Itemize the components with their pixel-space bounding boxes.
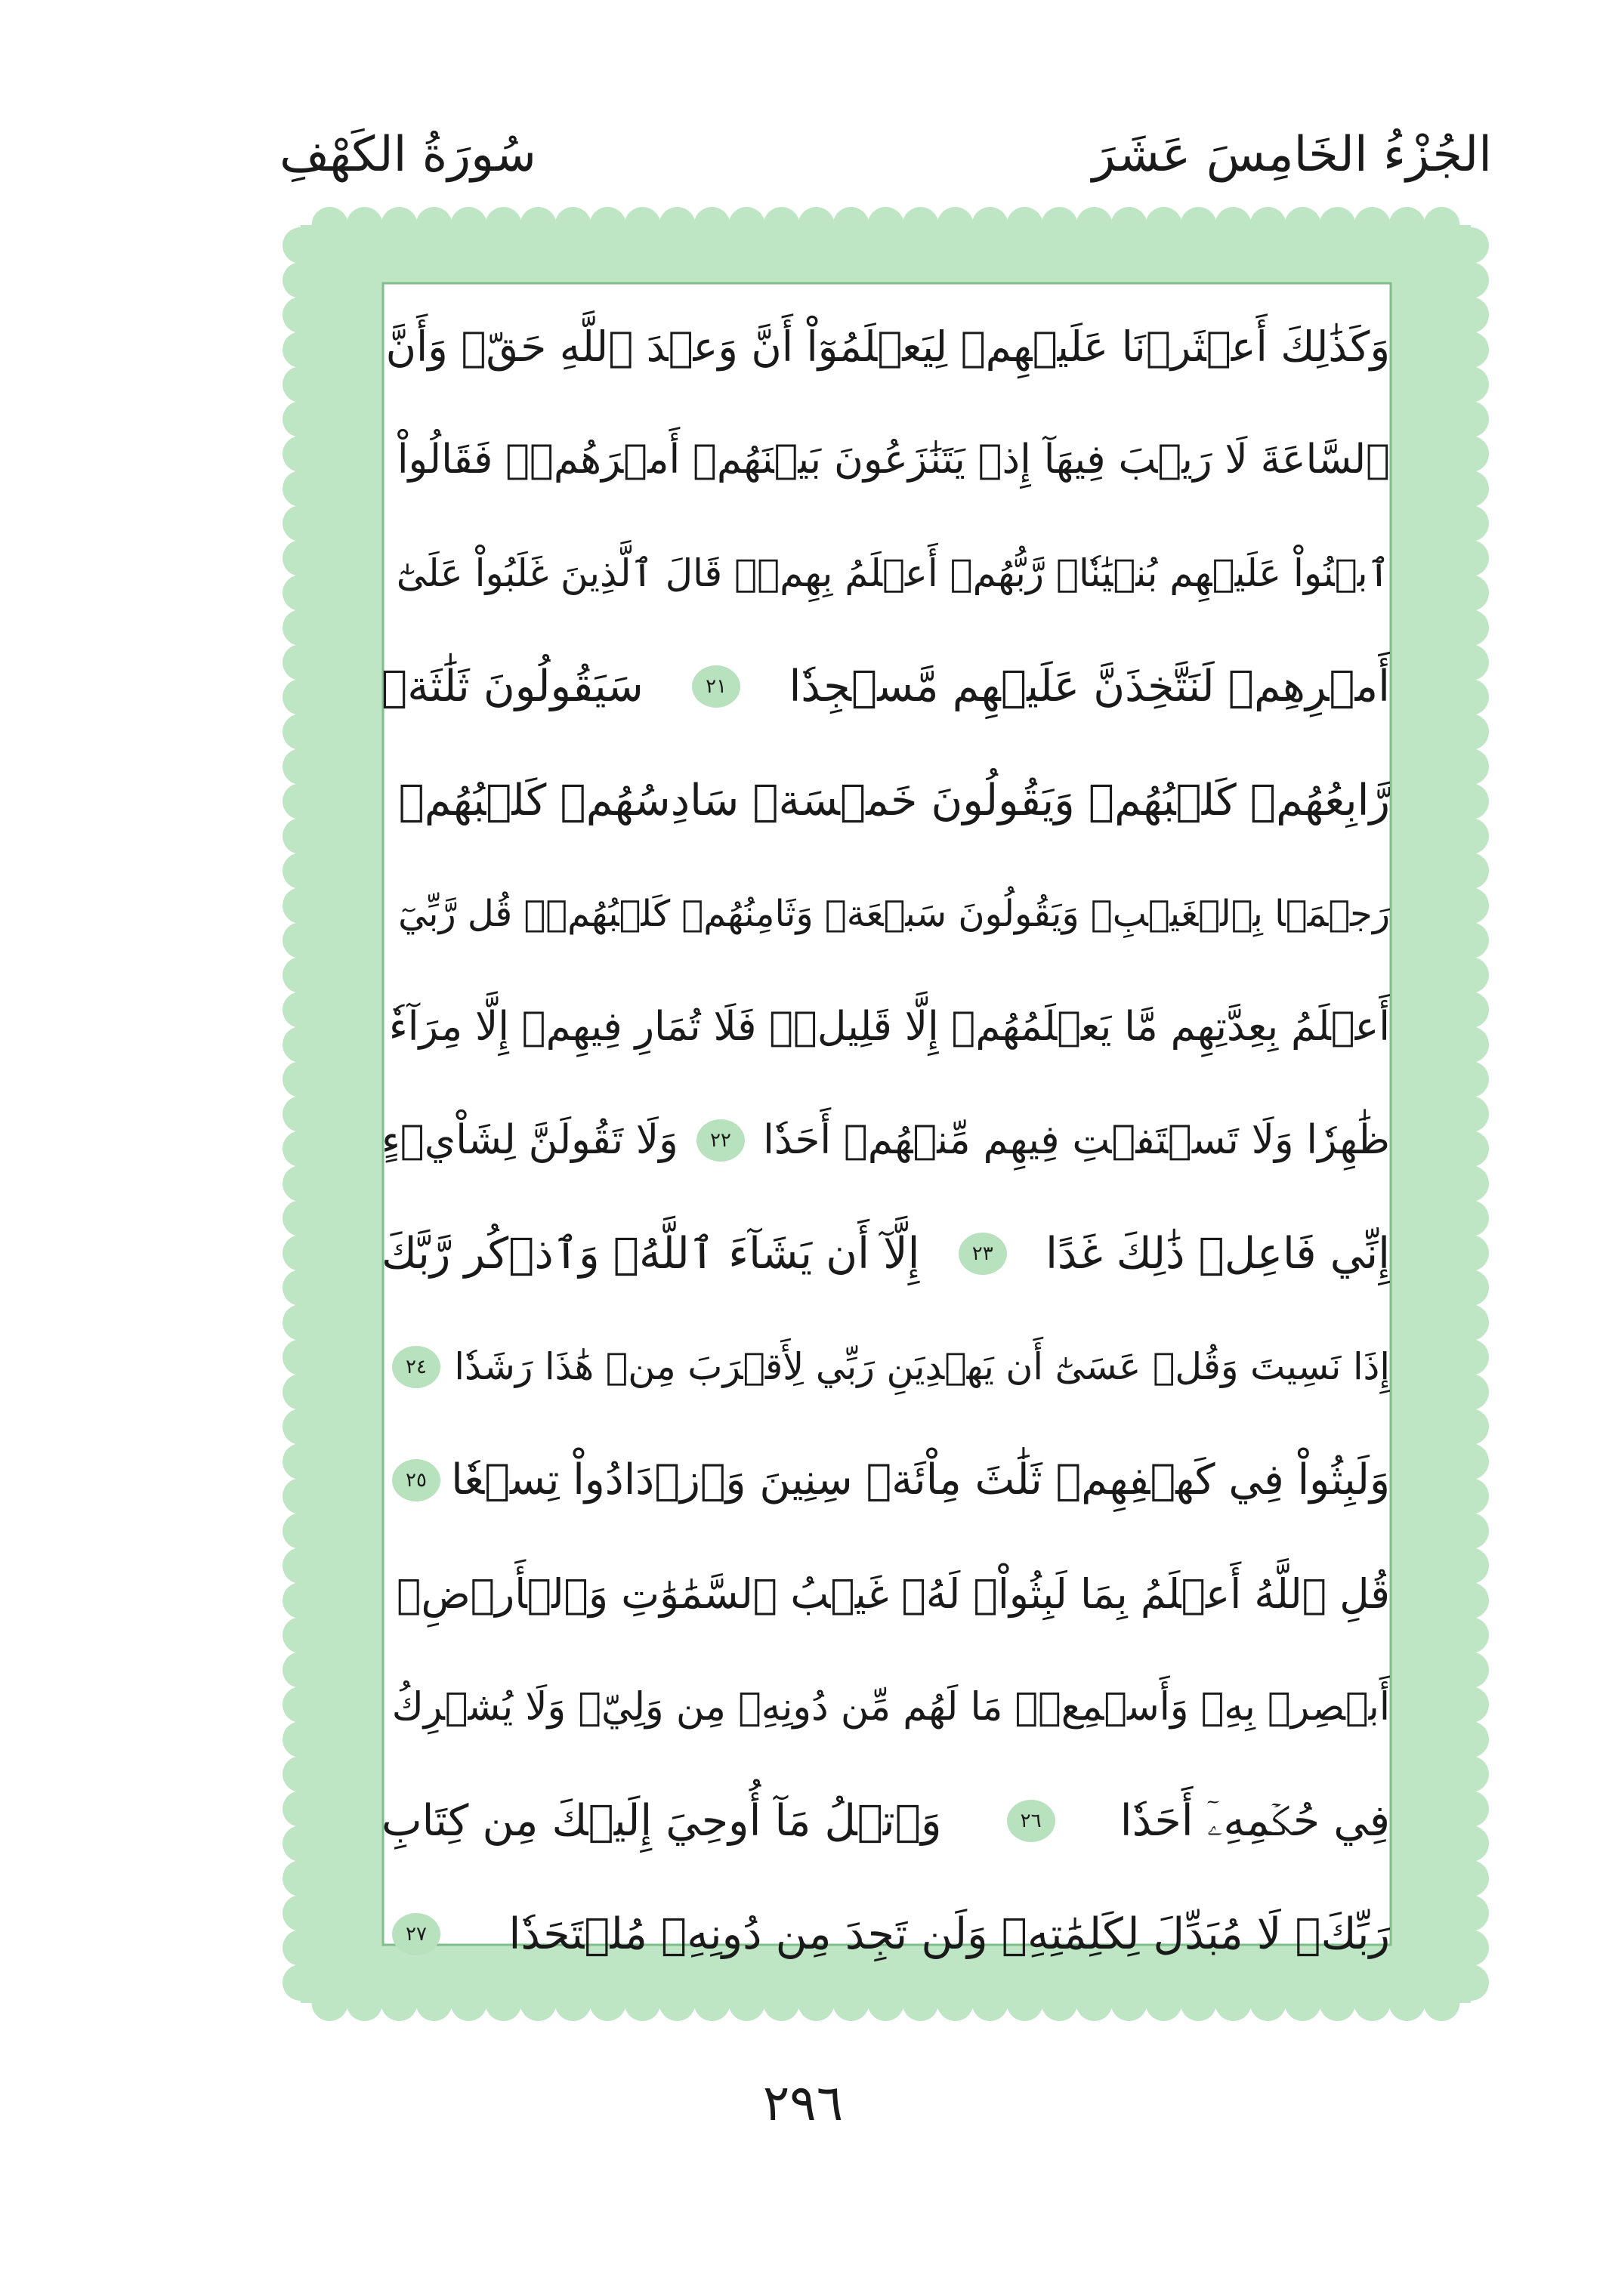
frame-scallop bbox=[1146, 207, 1182, 243]
verse-text: رَبِّكَۖ لَا مُبَدِّلَ لِكَلِمَٰتِهِۦ وَلَن تَجِدَ مِن دُونِهِۦ مُلۡتَحَدٗا bbox=[508, 1909, 1390, 1959]
frame-scallop bbox=[1453, 1652, 1489, 1688]
quran-text-block bbox=[381, 295, 1390, 1986]
verse-text: أَعۡلَمُ بِعِدَّتِهِم مَّا يَعۡلَمُهُمۡ إِلَّا قَلِيلٞۗ فَلَا تُمَارِ فِيهِمۡ إِلَّا مِرَآءٗ bbox=[388, 1003, 1390, 1050]
frame-scallop bbox=[590, 1985, 626, 2021]
frame-scallop bbox=[283, 922, 319, 958]
text-line bbox=[381, 1656, 1390, 1760]
ayah-number-marker: ٢٧ bbox=[392, 1913, 440, 1955]
text-line bbox=[381, 1315, 1390, 1419]
frame-scallop bbox=[1453, 1339, 1489, 1375]
frame-scallop bbox=[1453, 262, 1489, 298]
frame-scallop bbox=[1320, 207, 1356, 243]
frame-scallop bbox=[283, 748, 319, 785]
frame-scallop bbox=[555, 207, 591, 243]
frame-scallop bbox=[283, 1235, 319, 1271]
frame-scallop bbox=[1250, 1985, 1286, 2021]
frame-scallop bbox=[1453, 1409, 1489, 1445]
frame-scallop bbox=[1453, 957, 1489, 993]
frame-scallop bbox=[283, 332, 319, 368]
frame-scallop bbox=[1111, 207, 1147, 243]
frame-scallop bbox=[1453, 1825, 1489, 1862]
frame-scallop bbox=[1453, 1443, 1489, 1480]
frame-scallop bbox=[659, 1985, 696, 2021]
frame-scallop bbox=[1453, 1687, 1489, 1723]
frame-scallop bbox=[283, 1582, 319, 1619]
frame-scallop bbox=[937, 207, 974, 243]
frame-scallop bbox=[283, 1895, 319, 1931]
frame-scallop bbox=[283, 1374, 319, 1410]
frame-scallop bbox=[1453, 679, 1489, 715]
frame-scallop bbox=[1111, 1985, 1147, 2021]
frame-scallop bbox=[694, 207, 730, 243]
frame-scallop bbox=[1354, 1985, 1391, 2021]
frame-scallop bbox=[283, 297, 319, 333]
frame-scallop bbox=[451, 207, 487, 243]
frame-scallop bbox=[764, 207, 800, 243]
frame-scallop bbox=[283, 1026, 319, 1063]
frame-scallop bbox=[1453, 818, 1489, 854]
verse-text: إِذَا نَسِيتَ وَقُلۡ عَسَىٰٓ أَن يَهۡدِيَنِ رَبِّي لِأَقۡرَبَ مِنۡ هَٰذَا رَشَدٗا bbox=[454, 1345, 1390, 1389]
frame-scallop bbox=[868, 1985, 904, 2021]
ayah-number-marker: ٢٤ bbox=[392, 1346, 440, 1388]
frame-scallop bbox=[1453, 575, 1489, 611]
frame-scallop bbox=[520, 207, 557, 243]
frame-scallop bbox=[1453, 922, 1489, 958]
frame-scallop bbox=[283, 575, 319, 611]
frame-scallop bbox=[1453, 1582, 1489, 1619]
frame-scallop bbox=[283, 714, 319, 750]
frame-scallop bbox=[283, 505, 319, 542]
text-line bbox=[381, 1202, 1390, 1306]
frame-scallop bbox=[1453, 783, 1489, 819]
frame-scallop bbox=[283, 609, 319, 646]
frame-scallop bbox=[416, 1985, 452, 2021]
verse-text: وَٱتۡلُ مَآ أُوحِيَ إِلَيۡكَ مِن كِتَابِ bbox=[381, 1795, 942, 1846]
frame-scallop bbox=[1389, 207, 1425, 243]
frame-scallop bbox=[1453, 1930, 1489, 1966]
verse-text: وَلَبِثُواْ فِي كَهۡفِهِمۡ ثَلَٰثَ مِاْئَةٖ سِنِينَ وَٱزۡدَادُواْ تِسۡعٗا bbox=[451, 1455, 1390, 1505]
frame-scallop bbox=[1453, 297, 1489, 333]
frame-scallop bbox=[1453, 1061, 1489, 1097]
verse-text: فِي حُكۡمِهِۦٓ أَحَدٗا bbox=[1120, 1795, 1390, 1846]
ayah-number-marker: ٢٣ bbox=[959, 1233, 1007, 1275]
frame-scallop bbox=[283, 1270, 319, 1306]
frame-scallop bbox=[1453, 1721, 1489, 1757]
text-line bbox=[381, 975, 1390, 1079]
frame-scallop bbox=[1453, 1200, 1489, 1236]
frame-scallop bbox=[1215, 207, 1252, 243]
verse-text: وَكَذَٰلِكَ أَعۡثَرۡنَا عَلَيۡهِمۡ لِيَعۡلَمُوٓاْ أَنَّ وَعۡدَ ٱللَّهِ حَقّٞ وَأَنَّ bbox=[385, 322, 1390, 371]
verse-text: سَيَقُولُونَ ثَلَٰثَةٞ bbox=[381, 662, 644, 712]
frame-scallop bbox=[625, 1985, 661, 2021]
frame-scallop bbox=[283, 1339, 319, 1375]
frame-scallop bbox=[1389, 1985, 1425, 2021]
frame-scallop bbox=[903, 1985, 939, 2021]
frame-scallop bbox=[283, 1478, 319, 1514]
frame-scallop bbox=[347, 1985, 383, 2021]
frame-scallop bbox=[283, 1409, 319, 1445]
frame-scallop bbox=[1181, 1985, 1217, 2021]
frame-scallop bbox=[1453, 1026, 1489, 1063]
frame-scallop bbox=[1042, 207, 1078, 243]
verse-text: وَلَا تَقُولَنَّ لِشَاْيۡءٍ bbox=[381, 1116, 678, 1163]
frame-scallop bbox=[1042, 1985, 1078, 2021]
frame-scallop bbox=[283, 540, 319, 576]
ayah-number-marker: ٢٦ bbox=[1007, 1800, 1055, 1842]
frame-scallop bbox=[283, 1443, 319, 1480]
frame-scallop bbox=[1453, 1617, 1489, 1653]
frame-scallop bbox=[283, 1721, 319, 1757]
frame-scallop bbox=[1453, 644, 1489, 680]
frame-scallop bbox=[283, 1860, 319, 1896]
text-line bbox=[381, 748, 1390, 853]
frame-scallop bbox=[416, 207, 452, 243]
frame-scallop bbox=[283, 887, 319, 924]
verse-text: قُلِ ٱللَّهُ أَعۡلَمُ بِمَا لَبِثُواْۖ لَهُۥ غَيۡبُ ٱلسَّمَٰوَٰتِ وَٱلۡأَرۡضِۖ bbox=[397, 1569, 1390, 1618]
verse-text: إِلَّآ أَن يَشَآءَ ٱللَّهُۚ وَٱذۡكُر رَّبَّكَ bbox=[381, 1229, 920, 1279]
verse-text: أَمۡرِهِمۡ لَنَتَّخِذَنَّ عَلَيۡهِم مَّسۡجِدٗا bbox=[789, 662, 1390, 712]
frame-scallop bbox=[283, 1791, 319, 1827]
frame-scallop bbox=[283, 783, 319, 819]
verse-text: إِنِّي فَاعِلٞ ذَٰلِكَ غَدًا bbox=[1045, 1229, 1390, 1279]
frame-scallop bbox=[1453, 1235, 1489, 1271]
frame-scallop bbox=[283, 401, 319, 437]
frame-scallop bbox=[1453, 853, 1489, 889]
verse-text: رَّابِعُهُمۡ كَلۡبُهُمۡ وَيَقُولُونَ خَمۡسَةٞ سَادِسُهُمۡ كَلۡبُهُمۡ bbox=[398, 775, 1390, 826]
frame-scallop bbox=[833, 1985, 869, 2021]
frame-scallop bbox=[1453, 1895, 1489, 1931]
verse-text: ٱبۡنُواْ عَلَيۡهِم بُنۡيَٰنٗاۖ رَّبُّهُمۡ أَعۡلَمُ بِهِمۡۚ قَالَ ٱلَّذِينَ غَلَبُواْ عَلَىٰٓ bbox=[396, 551, 1390, 596]
frame-scallop bbox=[659, 207, 696, 243]
text-line bbox=[381, 1428, 1390, 1532]
frame-scallop bbox=[1285, 1985, 1321, 2021]
verse-text: أَبۡصِرۡ بِهِۦ وَأَسۡمِعۡۚ مَا لَهُم مِّن دُونِهِۦ مِن وَلِيّٖ وَلَا يُشۡرِكُ bbox=[391, 1684, 1390, 1730]
frame-scallop bbox=[283, 818, 319, 854]
frame-scallop bbox=[283, 644, 319, 680]
frame-scallop bbox=[1453, 436, 1489, 472]
frame-scallop bbox=[798, 1985, 835, 2021]
frame-scallop bbox=[1146, 1985, 1182, 2021]
frame-scallop bbox=[1250, 207, 1286, 243]
frame-scallop bbox=[1453, 1096, 1489, 1132]
frame-scallop bbox=[868, 207, 904, 243]
frame-scallop bbox=[283, 1131, 319, 1167]
frame-scallop bbox=[1453, 1478, 1489, 1514]
frame-scallop bbox=[283, 1061, 319, 1097]
frame-scallop bbox=[694, 1985, 730, 2021]
juz-title: الجُزْءُ الخَامِسَ عَشَرَ bbox=[1092, 127, 1492, 183]
ayah-number-marker: ٢٥ bbox=[392, 1459, 440, 1501]
frame-scallop bbox=[283, 471, 319, 507]
frame-scallop bbox=[1453, 1513, 1489, 1549]
frame-scallop bbox=[590, 207, 626, 243]
frame-scallop bbox=[1453, 227, 1489, 264]
verse-text: ٱلسَّاعَةَ لَا رَيۡبَ فِيهَآ إِذۡ يَتَنَٰزَعُونَ بَيۡنَهُمۡ أَمۡرَهُمۡۖ فَقَالُواْ bbox=[397, 437, 1390, 483]
frame-scallop bbox=[1354, 207, 1391, 243]
text-line bbox=[381, 295, 1390, 399]
frame-scallop bbox=[1453, 609, 1489, 646]
frame-scallop bbox=[347, 207, 383, 243]
frame-scallop bbox=[283, 262, 319, 298]
frame-scallop bbox=[1007, 1985, 1043, 2021]
frame-scallop bbox=[1453, 887, 1489, 924]
frame-scallop bbox=[1285, 207, 1321, 243]
text-line bbox=[381, 1542, 1390, 1646]
text-line bbox=[381, 408, 1390, 512]
frame-scallop bbox=[451, 1985, 487, 2021]
frame-scallop bbox=[283, 1548, 319, 1584]
frame-scallop bbox=[1076, 1985, 1113, 2021]
frame-scallop bbox=[283, 1513, 319, 1549]
text-line bbox=[381, 1882, 1390, 1986]
frame-scallop bbox=[729, 1985, 765, 2021]
frame-scallop bbox=[283, 1096, 319, 1132]
frame-scallop bbox=[283, 1687, 319, 1723]
frame-scallop bbox=[283, 1304, 319, 1341]
frame-scallop bbox=[1453, 366, 1489, 403]
text-line bbox=[381, 1769, 1390, 1873]
frame-scallop bbox=[1215, 1985, 1252, 2021]
text-line bbox=[381, 634, 1390, 739]
frame-scallop bbox=[1181, 207, 1217, 243]
frame-scallop bbox=[283, 1756, 319, 1792]
frame-scallop bbox=[1453, 401, 1489, 437]
frame-scallop bbox=[486, 207, 522, 243]
frame-scallop bbox=[833, 207, 869, 243]
frame-scallop bbox=[937, 1985, 974, 2021]
frame-scallop bbox=[1453, 471, 1489, 507]
frame-scallop bbox=[283, 1200, 319, 1236]
frame-scallop bbox=[283, 679, 319, 715]
frame-scallop bbox=[381, 207, 418, 243]
surah-title: سُورَةُ الكَهْفِ bbox=[280, 127, 536, 183]
frame-scallop bbox=[1453, 748, 1489, 785]
frame-scallop bbox=[1453, 1165, 1489, 1202]
page-number: ٢٩٦ bbox=[762, 2074, 844, 2132]
frame-scallop bbox=[729, 207, 765, 243]
frame-scallop bbox=[520, 1985, 557, 2021]
text-line bbox=[381, 862, 1390, 966]
frame-scallop bbox=[1453, 540, 1489, 576]
frame-scallop bbox=[283, 853, 319, 889]
frame-scallop bbox=[1453, 1374, 1489, 1410]
frame-scallop bbox=[1453, 505, 1489, 542]
frame-scallop bbox=[1007, 207, 1043, 243]
frame-scallop bbox=[283, 227, 319, 264]
frame-scallop bbox=[283, 1165, 319, 1202]
frame-scallop bbox=[972, 1985, 1008, 2021]
frame-scallop bbox=[283, 436, 319, 472]
frame-scallop bbox=[1076, 207, 1113, 243]
frame-scallop bbox=[903, 207, 939, 243]
frame-scallop bbox=[764, 1985, 800, 2021]
frame-scallop bbox=[283, 1930, 319, 1966]
text-line bbox=[381, 521, 1390, 625]
frame-scallop bbox=[1453, 1860, 1489, 1896]
frame-scallop bbox=[798, 207, 835, 243]
frame-scallop bbox=[1453, 714, 1489, 750]
ayah-number-marker: ٢١ bbox=[692, 665, 740, 708]
frame-scallop bbox=[283, 1964, 319, 2001]
frame-scallop bbox=[1453, 1131, 1489, 1167]
frame-scallop bbox=[1453, 1791, 1489, 1827]
frame-scallop bbox=[1453, 1548, 1489, 1584]
frame-scallop bbox=[1453, 332, 1489, 368]
frame-scallop bbox=[283, 366, 319, 403]
frame-scallop bbox=[1453, 1964, 1489, 2001]
frame-scallop bbox=[283, 992, 319, 1028]
frame-scallop bbox=[972, 207, 1008, 243]
frame-scallop bbox=[283, 1617, 319, 1653]
frame-scallop bbox=[555, 1985, 591, 2021]
frame-scallop bbox=[1453, 992, 1489, 1028]
frame-scallop bbox=[381, 1985, 418, 2021]
page-header bbox=[280, 113, 1492, 204]
frame-scallop bbox=[625, 207, 661, 243]
frame-scallop bbox=[1453, 1756, 1489, 1792]
frame-scallop bbox=[283, 1652, 319, 1688]
frame-scallop bbox=[1453, 1304, 1489, 1341]
frame-scallop bbox=[486, 1985, 522, 2021]
verse-text: رَجۡمَۢا بِٱلۡغَيۡبِۖ وَيَقُولُونَ سَبۡعَةٞ وَثَامِنُهُمۡ كَلۡبُهُمۡۚ قُل رَّبِّيٓ bbox=[398, 892, 1390, 935]
text-line bbox=[381, 1088, 1390, 1193]
frame-scallop bbox=[283, 957, 319, 993]
verse-text: ظَٰهِرٗا وَلَا تَسۡتَفۡتِ فِيهِم مِّنۡهُمۡ أَحَدٗا bbox=[763, 1116, 1390, 1163]
frame-scallop bbox=[1453, 1270, 1489, 1306]
frame-scallop bbox=[283, 1825, 319, 1862]
ayah-number-marker: ٢٢ bbox=[696, 1119, 745, 1162]
frame-scallop bbox=[1320, 1985, 1356, 2021]
